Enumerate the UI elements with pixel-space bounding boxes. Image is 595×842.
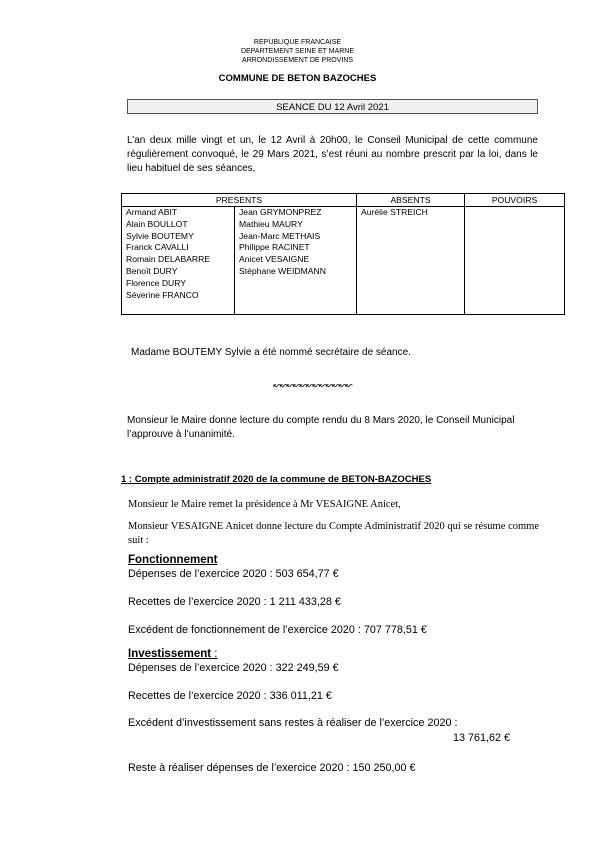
investissement-heading xyxy=(128,648,218,660)
present-name: Jean GRYMONPREZ xyxy=(239,207,322,217)
present-name: Sylvie BOUTEMY xyxy=(126,230,194,241)
absents-column xyxy=(357,207,465,315)
minutes-approval-paragraph: Monsieur le Maire donne lecture du compte rendu du 8 Mars 2020, le Conseil Municipal l’approuve à l’unanimité. xyxy=(127,415,515,440)
pouvoirs-column xyxy=(465,207,565,315)
present-name: Romain DELABARRE xyxy=(126,254,211,265)
section-1-title: 1 : Compte administratif 2020 de la commune de BETON-BAZOCHES xyxy=(121,474,432,485)
presents-column-2 xyxy=(235,207,357,315)
fonctionnement-recettes: Recettes de l’exercice 2020 : 1 211 433,28 € xyxy=(128,596,341,608)
present-name: Franck CAVALLI xyxy=(126,242,189,253)
present-name: Benoît DURY xyxy=(126,265,178,276)
attendance-table xyxy=(121,193,565,315)
header-presents: PRESENTS xyxy=(122,194,357,207)
investissement-depenses: Dépenses de l’exercice 2020 : 322 249,59 € xyxy=(128,662,339,674)
seance-title-box: SEANCE DU 12 Avril 2021 xyxy=(127,99,538,114)
present-name: Philippe RACINET xyxy=(239,242,310,253)
investissement-reste: Reste à réaliser dépenses de l’exercice 2020 : 150 250,00 € xyxy=(128,762,416,774)
intro-paragraph: L’an deux mille vingt et un, le 12 Avril à 20h00, le Conseil Municipal de cette commune régulièrement convoqué, le 29 Mars 2021, s’est réuni au nombre prescrit par la loi, dans le lieu habituel de ses séances, xyxy=(127,135,538,174)
present-name: Séverine FRANCO xyxy=(126,289,199,300)
investissement-excedent-value: 13 761,62 € xyxy=(452,732,510,744)
present-name: Stéphane WEIDMANN xyxy=(239,265,326,276)
investissement-recettes: Recettes de l’exercice 2020 : 336 011,21 € xyxy=(128,690,332,702)
fonctionnement-excedent: Excédent de fonctionnement de l’exercice 2020 : 707 778,51 € xyxy=(128,624,427,636)
present-name: Mathieu MAURY xyxy=(239,218,303,229)
present-name: Jean-Marc METHAIS xyxy=(239,230,321,241)
header-line-arrondissement: ARRONDISSEMENT DE PROVINS xyxy=(241,57,354,64)
fonctionnement-depenses: Dépenses de l’exercice 2020 : 503 654,77 € xyxy=(128,568,339,580)
ornament-separator: ↜↜↜↜↜↜↜↜↜↜↜↜ xyxy=(273,380,352,390)
secretary-line: Madame BOUTEMY Sylvie a été nommé secrétaire de séance. xyxy=(131,347,411,358)
header-pouvoirs: POUVOIRS xyxy=(465,194,565,207)
header-line-republique: REPUBLIQUE FRANCAISE xyxy=(253,39,342,46)
commune-title: COMMUNE DE BETON BAZOCHES xyxy=(218,73,377,84)
presents-column-1 xyxy=(122,207,235,315)
fonctionnement-title: Fonctionnement xyxy=(128,554,218,566)
present-name: Armand ABIT xyxy=(126,207,178,217)
present-name: Anicet VESAIGNE xyxy=(239,254,310,265)
investissement-title: Investissement xyxy=(128,648,212,660)
present-name: Florence DURY xyxy=(126,277,187,288)
absent-name: Aurélie STREICH xyxy=(361,207,428,217)
investissement-title-colon: : xyxy=(211,648,218,660)
header-absents: ABSENTS xyxy=(357,194,465,207)
presidence-paragraph: Monsieur le Maire remet la présidence à Mr VESAIGNE Anicet, xyxy=(128,499,401,510)
investissement-excedent-label: Excédent d’investissement sans restes à réaliser de l’exercice 2020 : xyxy=(128,717,458,729)
present-name: Alain BOULLOT xyxy=(126,218,188,229)
lecture-paragraph: Monsieur VESAIGNE Anicet donne lecture du Compte Administratif 2020 qui se résume comme suit : xyxy=(128,521,539,546)
header-line-departement: DEPARTEMENT SEINE ET MARNE xyxy=(240,48,355,55)
